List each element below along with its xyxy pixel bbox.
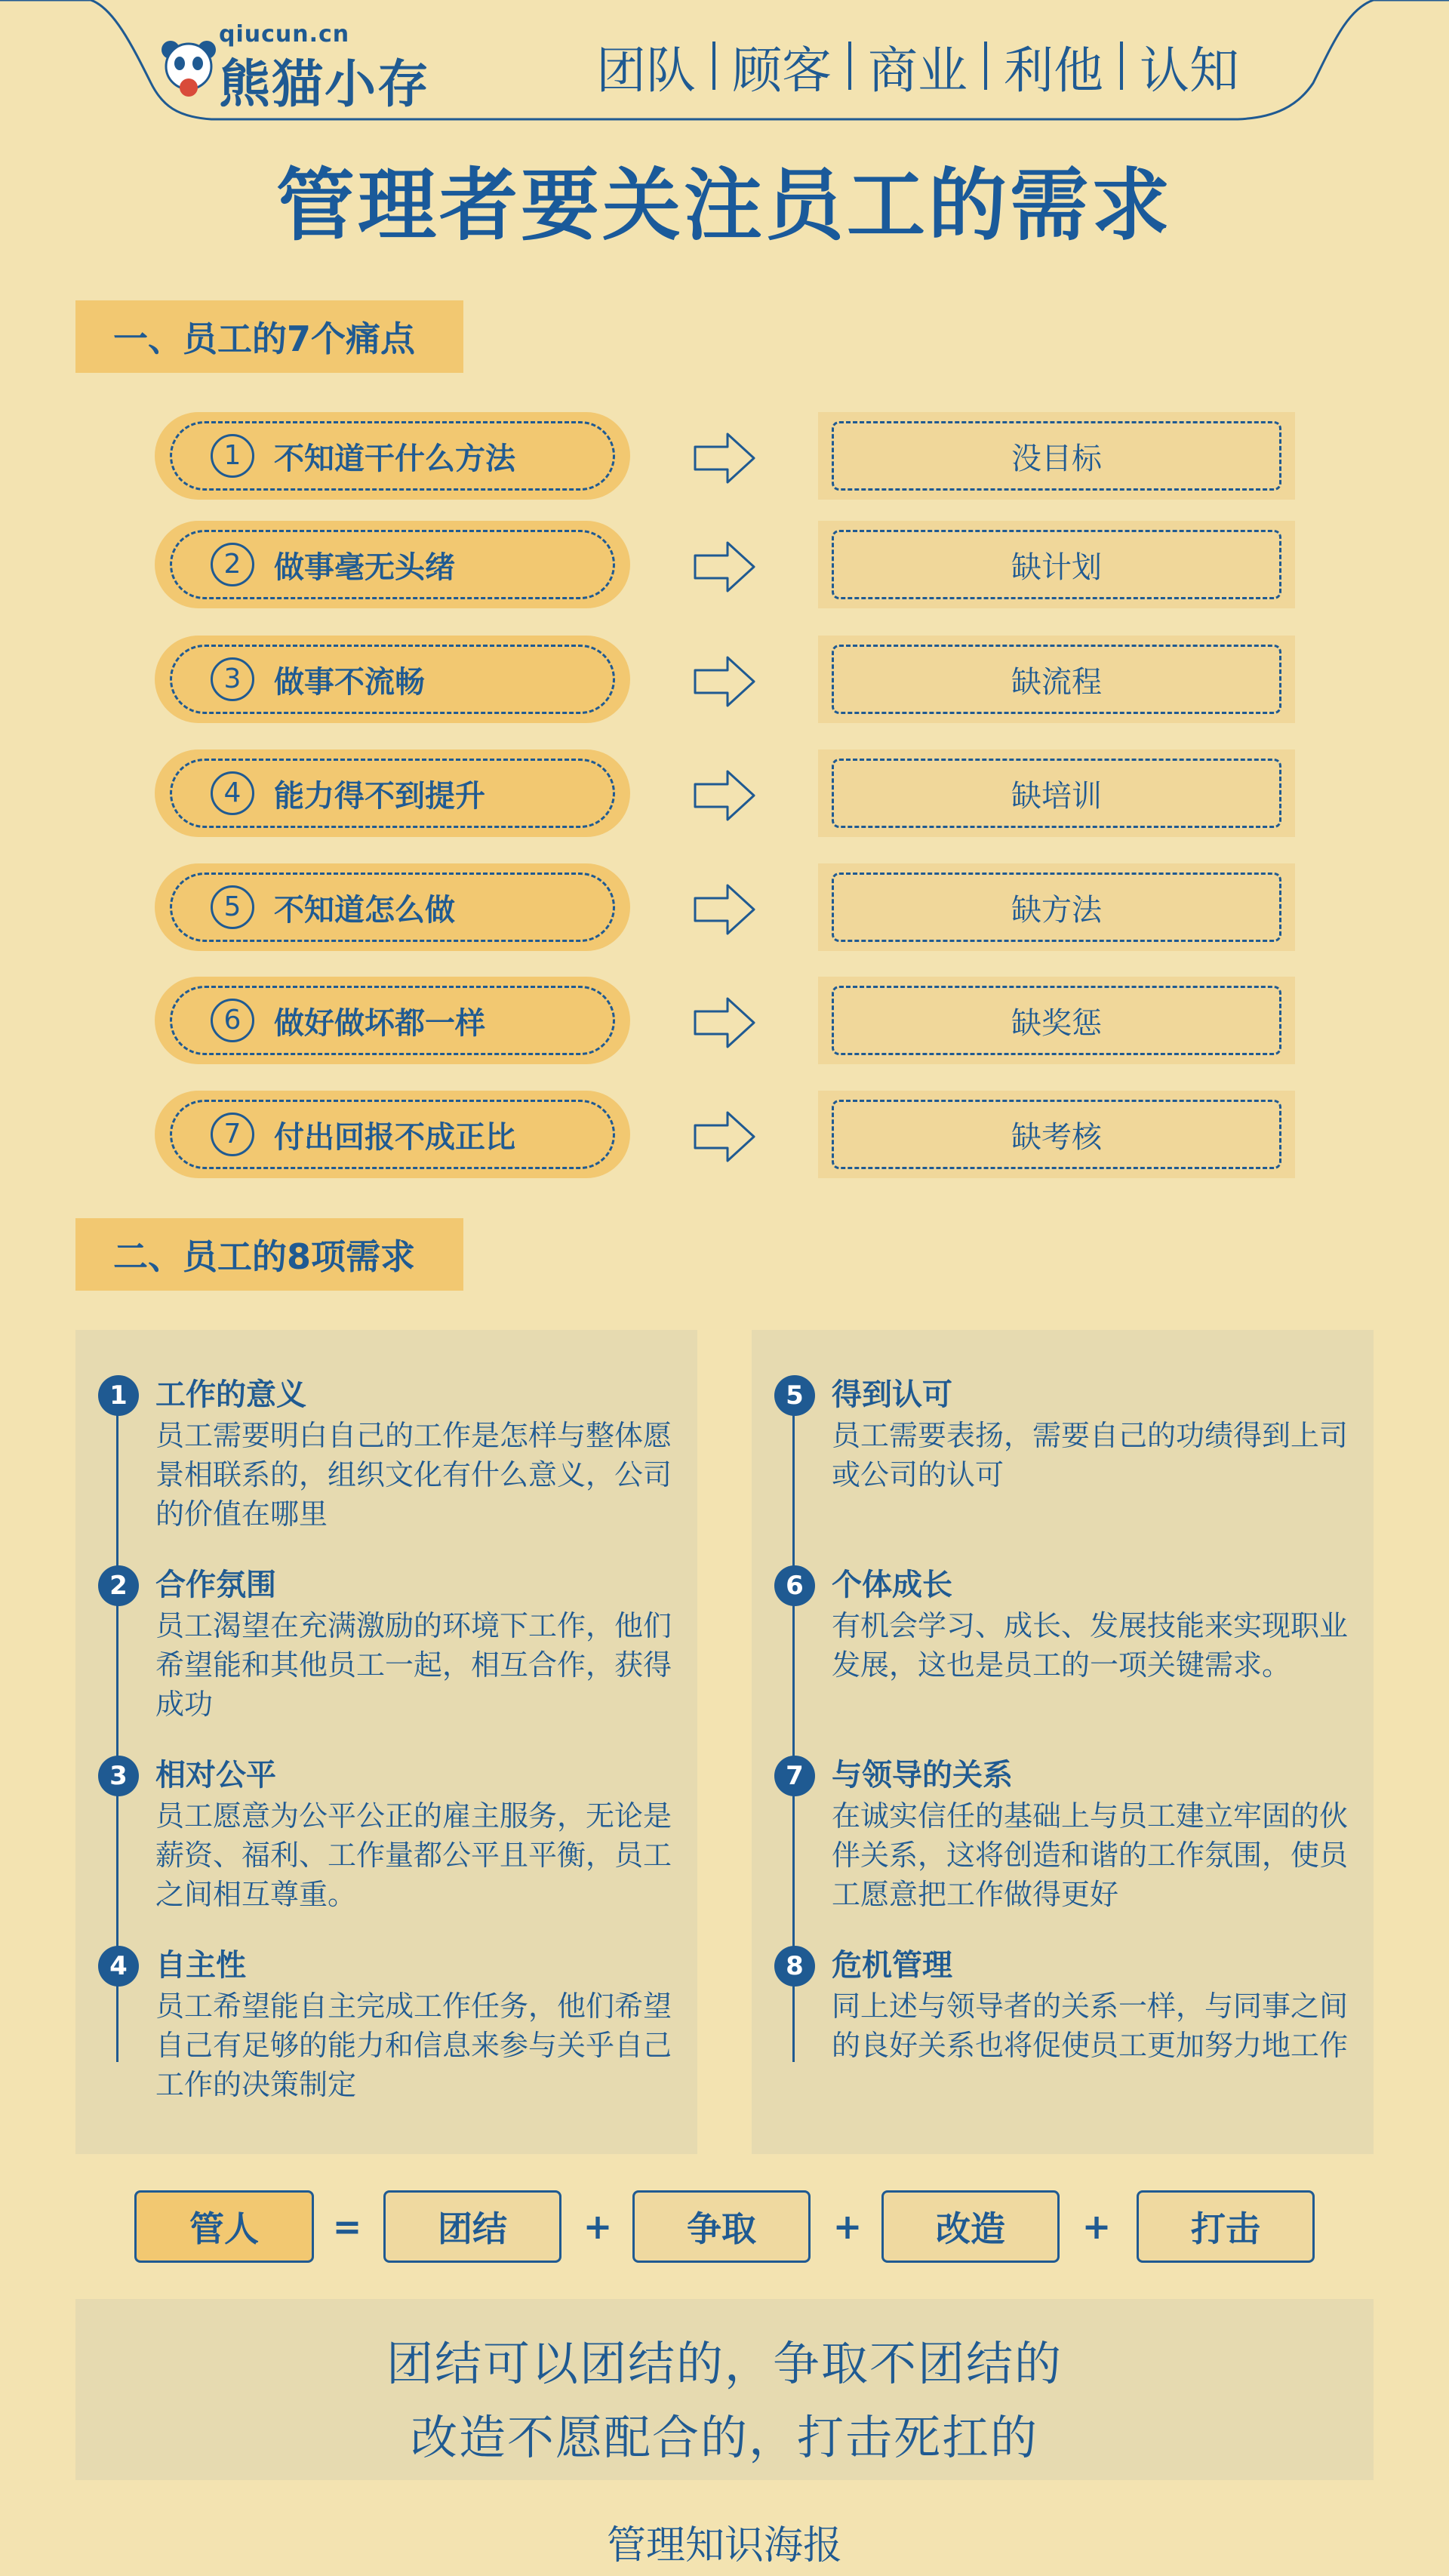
nav-item-cognition[interactable]: 认知 — [1140, 41, 1239, 100]
pain-pill — [155, 863, 630, 951]
need-item — [786, 1564, 1375, 1685]
pain-row — [0, 1091, 1449, 1178]
need-item — [109, 1374, 699, 1534]
cause-box — [818, 749, 1295, 837]
arrow-right-icon — [693, 996, 756, 1049]
need-description: 员工希望能自主完成工作任务，他们希望自己有足够的能力和信息来参与关乎自己工作的决策制定 — [155, 1990, 672, 2101]
nav-separator — [1120, 42, 1123, 90]
nav-separator — [712, 42, 715, 90]
pain-number: 5 — [211, 885, 254, 929]
pain-label: 不知道干什么方法 — [274, 442, 515, 476]
formula-plus: + — [583, 2206, 613, 2247]
pain-label: 做事毫无头绪 — [274, 550, 455, 585]
footer-caption: 管理知识海报 — [606, 2523, 842, 2568]
nav-item-business[interactable]: 商业 — [868, 41, 968, 100]
quote-line-1: 团结可以团结的，争取不团结的 — [386, 2336, 1063, 2391]
section-2-tag: 二、员工的8项需求 — [75, 1218, 463, 1291]
need-item — [786, 1374, 1375, 1494]
need-title: 危机管理 — [832, 1948, 952, 1983]
need-number-badge: 4 — [98, 1946, 139, 1987]
cause-label: 缺计划 — [832, 530, 1281, 599]
formula-main: 管人 — [134, 2190, 314, 2263]
page-title: 管理者要关注员工的需求 — [275, 159, 1173, 251]
pain-row — [0, 412, 1449, 500]
logo-name: 熊猫小存 — [219, 55, 431, 115]
cause-box — [818, 977, 1295, 1064]
pain-row — [0, 863, 1449, 951]
cause-label: 没目标 — [832, 421, 1281, 491]
formula-term-reform: 改造 — [881, 2190, 1060, 2263]
panda-icon — [158, 38, 219, 98]
pain-pill — [155, 412, 630, 500]
cause-box — [818, 521, 1295, 608]
pain-pill — [155, 977, 630, 1064]
need-number-badge: 5 — [774, 1375, 815, 1416]
pain-row — [0, 749, 1449, 837]
need-title: 工作的意义 — [155, 1377, 306, 1412]
pain-pill — [155, 1091, 630, 1178]
need-description: 员工渴望在充满激励的环境下工作，他们希望能和其他员工一起，相互合作，获得成功 — [155, 1609, 672, 1721]
pain-number: 1 — [211, 434, 254, 478]
pain-row — [0, 636, 1449, 723]
pain-row — [0, 977, 1449, 1064]
logo-domain: qiucun.cn — [219, 21, 350, 48]
arrow-right-icon — [693, 1110, 756, 1163]
nav-item-customer[interactable]: 顾客 — [732, 41, 832, 100]
arrow-right-icon — [693, 655, 756, 708]
pain-pill — [155, 521, 630, 608]
pain-label: 不知道怎么做 — [274, 893, 455, 928]
pain-label: 付出回报不成正比 — [274, 1120, 515, 1155]
pain-label: 做好做坏都一样 — [274, 1006, 485, 1041]
formula-term-strike: 打击 — [1137, 2190, 1315, 2263]
need-description: 员工需要明白自己的工作是怎样与整体愿景相联系的，组织文化有什么意义，公司的价值在哪里 — [155, 1419, 672, 1531]
pain-number: 3 — [211, 657, 254, 701]
arrow-right-icon — [693, 769, 756, 822]
top-nav — [596, 32, 1239, 100]
quote-box — [75, 2299, 1374, 2480]
need-description: 在诚实信任的基础上与员工建立牢固的伙伴关系，这将创造和谐的工作氛围，使员工愿意把工作做得更好 — [832, 1799, 1349, 1911]
pain-number: 6 — [211, 999, 254, 1042]
need-description: 员工需要表扬，需要自己的功绩得到上司或公司的认可 — [832, 1419, 1349, 1491]
nav-separator — [984, 42, 987, 90]
logo[interactable] — [158, 21, 475, 115]
need-description: 有机会学习、成长、发展技能来实现职业发展，这也是员工的一项关键需求。 — [832, 1609, 1349, 1682]
nav-item-altruism[interactable]: 利他 — [1004, 41, 1103, 100]
pain-label: 做事不流畅 — [274, 665, 425, 700]
cause-label: 缺奖惩 — [832, 986, 1281, 1055]
formula-plus: + — [832, 2206, 863, 2247]
nav-item-team[interactable]: 团队 — [596, 41, 696, 100]
need-item — [109, 1944, 699, 2104]
need-item — [109, 1564, 699, 1724]
need-number-badge: 6 — [774, 1565, 815, 1606]
need-number-badge: 2 — [98, 1565, 139, 1606]
need-item — [786, 1944, 1375, 2065]
pain-pill — [155, 636, 630, 723]
pain-number: 2 — [211, 543, 254, 586]
cause-label: 缺培训 — [832, 759, 1281, 828]
cause-box — [818, 636, 1295, 723]
need-title: 自主性 — [155, 1948, 246, 1983]
pain-row — [0, 521, 1449, 608]
need-title: 合作氛围 — [155, 1568, 276, 1602]
nav-separator — [848, 42, 851, 90]
need-number-badge: 1 — [98, 1375, 139, 1416]
pain-number: 7 — [211, 1113, 254, 1156]
formula-equals: = — [332, 2206, 362, 2247]
cause-label: 缺流程 — [832, 645, 1281, 714]
arrow-right-icon — [693, 883, 756, 936]
need-title: 相对公平 — [155, 1758, 276, 1793]
arrow-right-icon — [693, 432, 756, 485]
need-description: 同上述与领导者的关系一样，与同事之间的良好关系也将促使员工更加努力地工作 — [832, 1990, 1349, 2062]
cause-box — [818, 1091, 1295, 1178]
need-title: 与领导的关系 — [832, 1758, 1013, 1793]
arrow-right-icon — [693, 540, 756, 593]
pain-number: 4 — [211, 771, 254, 815]
need-title: 得到认可 — [832, 1377, 952, 1412]
section-1-tag: 一、员工的7个痛点 — [75, 300, 463, 373]
need-item — [786, 1754, 1375, 1914]
need-item — [109, 1754, 699, 1914]
formula-term-win: 争取 — [632, 2190, 811, 2263]
cause-box — [818, 863, 1295, 951]
pain-pill — [155, 749, 630, 837]
need-title: 个体成长 — [832, 1568, 952, 1602]
cause-label: 缺考核 — [832, 1100, 1281, 1169]
cause-box — [818, 412, 1295, 500]
formula-term-unite: 团结 — [383, 2190, 561, 2263]
need-number-badge: 3 — [98, 1756, 139, 1796]
pain-label: 能力得不到提升 — [274, 779, 485, 814]
need-number-badge: 7 — [774, 1756, 815, 1796]
need-description: 员工愿意为公平公正的雇主服务，无论是薪资、福利、工作量都公平且平衡，员工之间相互尊重。 — [155, 1799, 672, 1911]
cause-label: 缺方法 — [832, 873, 1281, 942]
formula-plus: + — [1081, 2206, 1112, 2247]
need-number-badge: 8 — [774, 1946, 815, 1987]
quote-line-2: 改造不愿配合的，打击死扛的 — [410, 2410, 1038, 2465]
